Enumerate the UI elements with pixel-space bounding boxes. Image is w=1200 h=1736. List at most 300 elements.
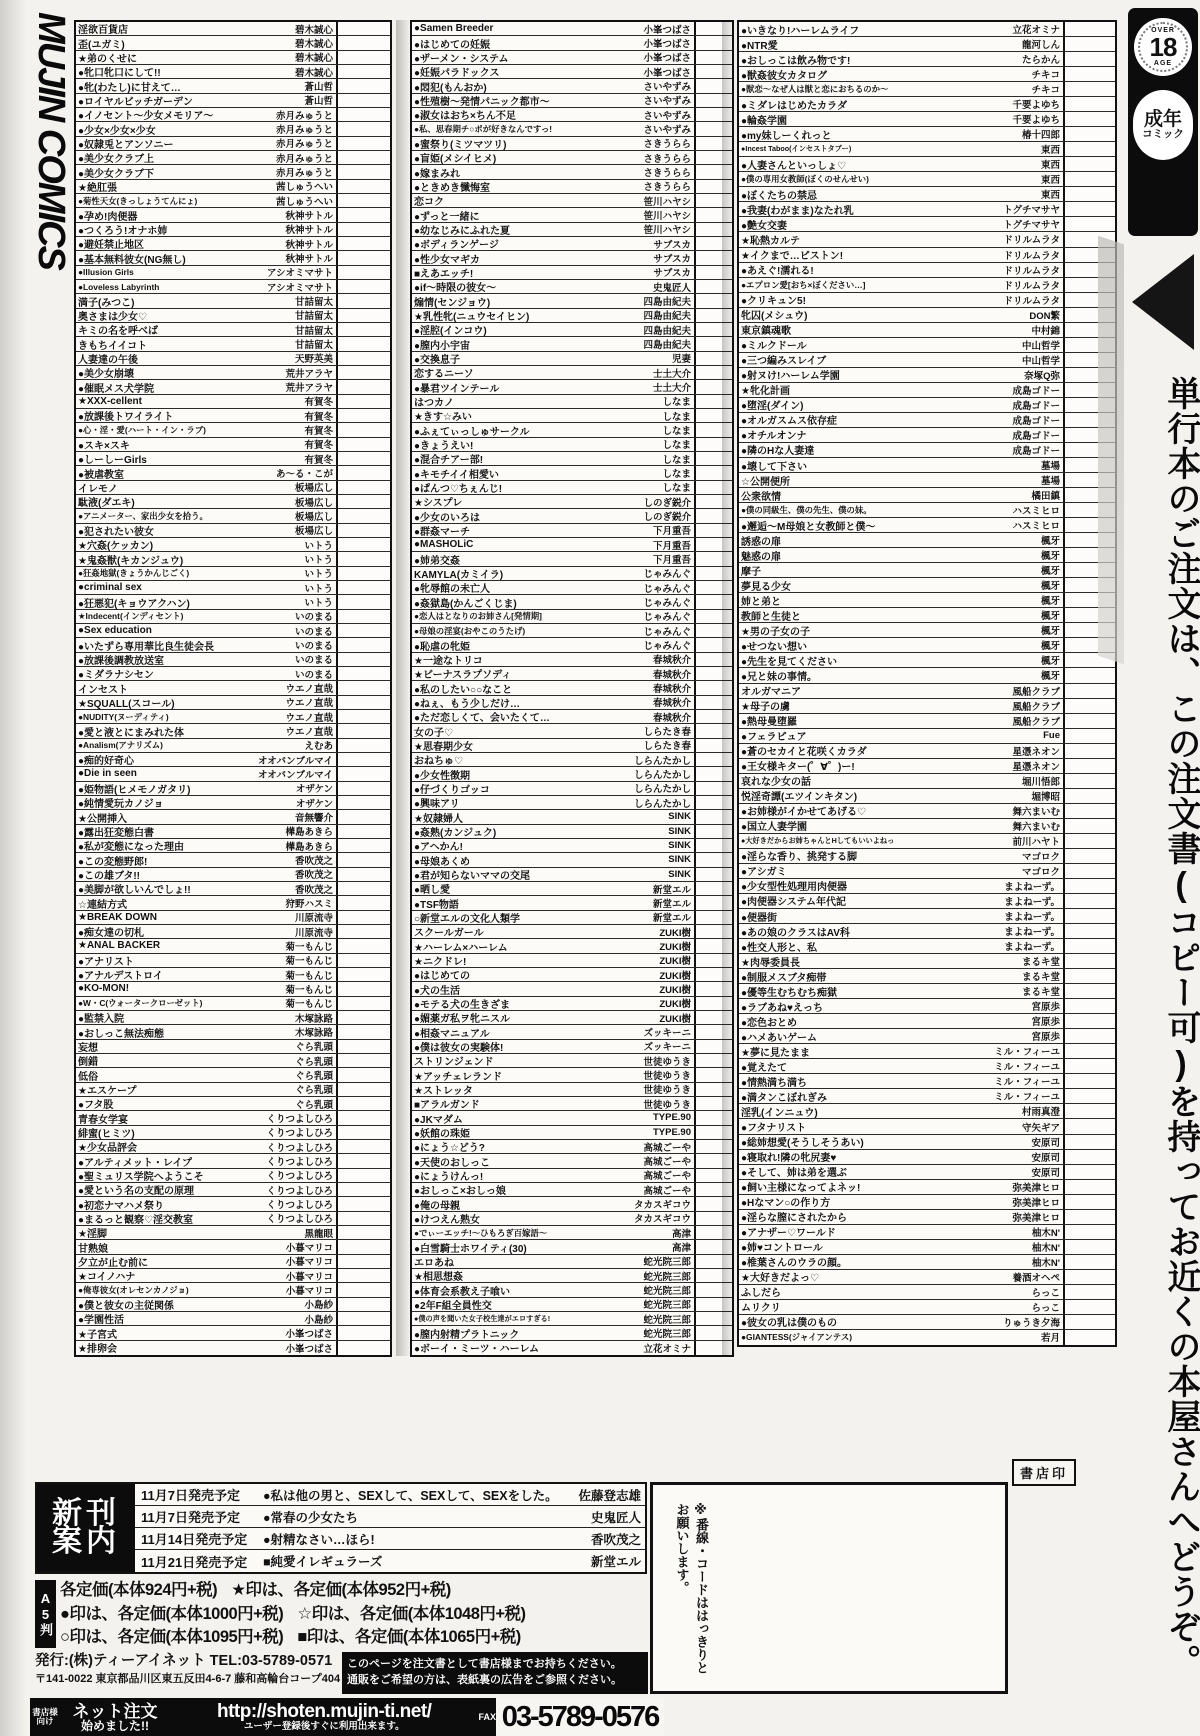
order-quantity-box[interactable] — [694, 1269, 732, 1282]
order-quantity-box[interactable] — [1063, 1225, 1115, 1239]
order-quantity-box[interactable] — [694, 309, 732, 322]
order-quantity-box[interactable] — [1063, 954, 1115, 968]
order-quantity-box[interactable] — [1063, 1300, 1115, 1314]
order-quantity-box[interactable] — [694, 409, 732, 422]
order-quantity-box[interactable] — [694, 724, 732, 737]
table-row — [412, 810, 732, 824]
title-cell: ●堕淫(ダイン) — [741, 401, 804, 413]
order-quantity-box[interactable] — [1063, 819, 1115, 833]
table-row — [76, 925, 390, 939]
order-quantity-box[interactable] — [694, 1126, 732, 1139]
order-quantity-box[interactable] — [694, 810, 732, 823]
order-quantity-box[interactable] — [1063, 1074, 1115, 1088]
age-label: AGE — [1153, 60, 1173, 67]
order-quantity-box[interactable] — [336, 1040, 390, 1053]
order-quantity-box[interactable] — [336, 1341, 390, 1355]
order-quantity-box[interactable] — [1063, 187, 1115, 201]
order-quantity-box[interactable] — [336, 495, 390, 508]
order-quantity-box[interactable] — [336, 438, 390, 451]
order-quantity-box[interactable] — [336, 1283, 390, 1296]
order-quantity-box[interactable] — [1063, 924, 1115, 938]
order-quantity-box[interactable] — [336, 151, 390, 164]
table-row — [76, 1140, 390, 1154]
title-cell: ●W・C(ウォータークローゼット) — [78, 998, 203, 1009]
title-cell: ●基本無料彼女(NG無し) — [78, 254, 186, 266]
author-cell: 高津 — [671, 1243, 691, 1254]
order-quantity-box[interactable] — [1063, 668, 1115, 682]
order-quantity-box[interactable] — [1063, 1195, 1115, 1209]
order-quantity-box[interactable] — [1063, 1210, 1115, 1224]
order-quantity-box[interactable] — [694, 954, 732, 967]
order-quantity-box[interactable] — [336, 294, 390, 307]
order-quantity-box[interactable] — [336, 624, 390, 637]
order-quantity-box[interactable] — [336, 552, 390, 565]
order-quantity-box[interactable] — [694, 767, 732, 780]
order-quantity-box[interactable] — [694, 165, 732, 178]
order-quantity-box[interactable] — [694, 882, 732, 895]
order-quantity-box[interactable] — [694, 638, 732, 651]
order-quantity-box[interactable] — [694, 681, 732, 694]
order-quantity-box[interactable] — [336, 968, 390, 981]
order-quantity-box[interactable] — [694, 968, 732, 981]
order-quantity-box[interactable] — [1063, 1059, 1115, 1073]
order-quantity-box[interactable] — [694, 65, 732, 78]
order-quantity-box[interactable] — [1063, 1029, 1115, 1043]
order-quantity-box[interactable] — [336, 1240, 390, 1253]
order-quantity-box[interactable] — [336, 352, 390, 365]
order-quantity-box[interactable] — [694, 1197, 732, 1210]
author-cell: ぐら乳頭 — [294, 1056, 333, 1068]
author-cell: 小島紗 — [304, 1300, 333, 1312]
order-quantity-box[interactable] — [694, 395, 732, 408]
order-quantity-box[interactable] — [694, 567, 732, 580]
order-quantity-box[interactable] — [336, 710, 390, 723]
order-quantity-box[interactable] — [1063, 37, 1115, 51]
order-quantity-box[interactable] — [694, 352, 732, 365]
title-cell: ●NUDITY(ヌーディティ) — [78, 711, 169, 722]
order-quantity-box[interactable] — [336, 638, 390, 651]
order-quantity-box[interactable] — [694, 796, 732, 809]
author-cell: くりつよしひろ — [266, 1185, 333, 1197]
order-quantity-box[interactable] — [694, 366, 732, 379]
order-quantity-box[interactable] — [694, 108, 732, 121]
title-cell: ●ふぇてぃっしゅサークル — [414, 426, 530, 438]
order-quantity-box[interactable] — [336, 1255, 390, 1268]
order-quantity-box[interactable] — [336, 954, 390, 967]
order-quantity-box[interactable] — [694, 739, 732, 752]
order-quantity-box[interactable] — [1063, 804, 1115, 818]
order-quantity-box[interactable] — [694, 1040, 732, 1053]
order-quantity-box[interactable] — [336, 309, 390, 322]
order-quantity-box[interactable] — [336, 366, 390, 379]
order-quantity-box[interactable] — [694, 552, 732, 565]
order-quantity-box[interactable] — [694, 1140, 732, 1153]
order-quantity-box[interactable] — [1063, 879, 1115, 893]
order-quantity-box[interactable] — [336, 581, 390, 594]
order-quantity-box[interactable] — [336, 853, 390, 866]
order-quantity-box[interactable] — [1063, 172, 1115, 186]
order-quantity-box[interactable] — [694, 653, 732, 666]
order-quantity-box[interactable] — [336, 882, 390, 895]
order-quantity-box[interactable] — [694, 36, 732, 49]
order-quantity-box[interactable] — [1063, 864, 1115, 878]
order-quantity-box[interactable] — [336, 94, 390, 107]
order-quantity-box[interactable] — [336, 1326, 390, 1339]
order-quantity-box[interactable] — [694, 868, 732, 881]
order-quantity-box[interactable] — [694, 122, 732, 135]
title-cell: ★ストレッタ — [414, 1085, 473, 1097]
author-cell: 川原流寺 — [294, 927, 333, 939]
order-quantity-box[interactable] — [336, 452, 390, 465]
order-quantity-box[interactable] — [336, 810, 390, 823]
order-quantity-box[interactable] — [336, 22, 390, 35]
title-cell: 悦淫奇譚(エツインキタン) — [741, 792, 858, 804]
order-quantity-box[interactable] — [1063, 97, 1115, 111]
order-quantity-box[interactable] — [336, 337, 390, 350]
order-quantity-box[interactable] — [694, 151, 732, 164]
order-quantity-box[interactable] — [336, 610, 390, 623]
order-quantity-box[interactable] — [336, 1140, 390, 1153]
order-quantity-box[interactable] — [694, 939, 732, 952]
order-quantity-box[interactable] — [694, 839, 732, 852]
order-quantity-box[interactable] — [336, 51, 390, 64]
author-cell: しらんたかし — [633, 798, 691, 810]
order-quantity-box[interactable] — [694, 667, 732, 680]
order-quantity-box[interactable] — [694, 1111, 732, 1124]
order-quantity-box[interactable] — [336, 208, 390, 221]
order-quantity-box[interactable] — [336, 524, 390, 537]
order-quantity-box[interactable] — [694, 1011, 732, 1024]
title-cell: ☆連結方式 — [78, 899, 127, 911]
author-cell: 楓牙 — [1040, 656, 1060, 668]
order-quantity-box[interactable] — [694, 495, 732, 508]
order-quantity-box[interactable] — [1063, 849, 1115, 863]
order-quantity-box[interactable] — [694, 180, 732, 193]
order-quantity-box[interactable] — [336, 1226, 390, 1239]
order-quantity-box[interactable] — [1063, 834, 1115, 848]
order-quantity-box[interactable] — [1063, 1044, 1115, 1058]
order-quantity-box[interactable] — [336, 739, 390, 752]
order-quantity-box[interactable] — [336, 868, 390, 881]
order-quantity-box[interactable] — [694, 1025, 732, 1038]
table-row — [76, 1326, 390, 1340]
author-cell: 世徒ゆうき — [643, 1085, 691, 1097]
order-quantity-box[interactable] — [336, 767, 390, 780]
order-quantity-box[interactable] — [1063, 1014, 1115, 1028]
order-quantity-box[interactable] — [336, 825, 390, 838]
author-cell: 小暮マリコ — [285, 1243, 333, 1254]
table-row — [76, 509, 390, 523]
order-quantity-box[interactable] — [336, 1025, 390, 1038]
order-quantity-box[interactable] — [336, 724, 390, 737]
author-cell: ウエノ直哉 — [285, 712, 333, 724]
order-quantity-box[interactable] — [694, 223, 732, 236]
author-cell: 高津 — [671, 1228, 691, 1240]
order-quantity-box[interactable] — [694, 1326, 732, 1339]
order-quantity-box[interactable] — [694, 51, 732, 64]
order-quantity-box[interactable] — [336, 939, 390, 952]
order-quantity-box[interactable] — [336, 1298, 390, 1311]
order-quantity-box[interactable] — [694, 753, 732, 766]
order-quantity-box[interactable] — [694, 1226, 732, 1239]
order-quantity-box[interactable] — [694, 237, 732, 250]
order-quantity-box[interactable] — [1063, 789, 1115, 803]
order-quantity-box[interactable] — [694, 696, 732, 709]
order-quantity-box[interactable] — [694, 438, 732, 451]
order-quantity-box[interactable] — [1063, 909, 1115, 923]
order-quantity-box[interactable] — [1063, 1104, 1115, 1118]
title-cell: ●混合チアー部! — [414, 455, 484, 467]
order-quantity-box[interactable] — [336, 1197, 390, 1210]
order-quantity-box[interactable] — [336, 108, 390, 121]
order-quantity-box[interactable] — [336, 1269, 390, 1282]
table-row — [412, 1255, 732, 1269]
order-quantity-box[interactable] — [694, 251, 732, 264]
table-row — [412, 1197, 732, 1211]
order-quantity-box[interactable] — [694, 323, 732, 336]
order-quantity-box[interactable] — [694, 524, 732, 537]
order-quantity-box[interactable] — [336, 323, 390, 336]
table-row — [412, 466, 732, 480]
table-row — [76, 939, 390, 953]
order-quantity-box[interactable] — [336, 395, 390, 408]
order-quantity-box[interactable] — [336, 896, 390, 909]
order-quantity-box[interactable] — [1063, 1119, 1115, 1133]
order-quantity-box[interactable] — [336, 595, 390, 608]
order-quantity-box[interactable] — [336, 753, 390, 766]
order-quantity-box[interactable] — [694, 481, 732, 494]
order-quantity-box[interactable] — [694, 208, 732, 221]
order-quantity-box[interactable] — [1063, 1150, 1115, 1164]
order-quantity-box[interactable] — [336, 839, 390, 852]
author-cell: 若月 — [1040, 1333, 1060, 1345]
author-cell: ミル・フィーユ — [994, 1047, 1060, 1059]
order-quantity-box[interactable] — [336, 1212, 390, 1225]
order-quantity-box[interactable] — [336, 997, 390, 1010]
order-quantity-box[interactable] — [694, 1283, 732, 1296]
order-quantity-box[interactable] — [1063, 984, 1115, 998]
order-quantity-box[interactable] — [1063, 744, 1115, 758]
order-quantity-box[interactable] — [694, 466, 732, 479]
order-quantity-box[interactable] — [336, 782, 390, 795]
order-quantity-box[interactable] — [1063, 1330, 1115, 1345]
order-quantity-box[interactable] — [336, 925, 390, 938]
order-quantity-box[interactable] — [694, 22, 732, 35]
order-quantity-box[interactable] — [336, 251, 390, 264]
table-row — [739, 97, 1115, 112]
order-quantity-box[interactable] — [694, 1298, 732, 1311]
order-quantity-box[interactable] — [694, 610, 732, 623]
author-cell: 碧木誠心 — [294, 24, 333, 36]
order-quantity-box[interactable] — [336, 223, 390, 236]
order-quantity-box[interactable] — [336, 1083, 390, 1096]
order-quantity-box[interactable] — [336, 137, 390, 150]
order-quantity-box[interactable] — [694, 997, 732, 1010]
order-quantity-box[interactable] — [1063, 127, 1115, 141]
order-quantity-box[interactable] — [1063, 142, 1115, 156]
order-quantity-box[interactable] — [694, 1183, 732, 1196]
order-quantity-box[interactable] — [336, 982, 390, 995]
order-quantity-box[interactable] — [694, 1054, 732, 1067]
order-quantity-box[interactable] — [1063, 1165, 1115, 1179]
order-quantity-box[interactable] — [336, 65, 390, 78]
order-quantity-box[interactable] — [1063, 999, 1115, 1013]
order-quantity-box[interactable] — [1063, 714, 1115, 728]
order-quantity-box[interactable] — [694, 452, 732, 465]
order-quantity-box[interactable] — [336, 1111, 390, 1124]
order-quantity-box[interactable] — [336, 1183, 390, 1196]
order-quantity-box[interactable] — [336, 237, 390, 250]
order-quantity-box[interactable] — [1063, 759, 1115, 773]
table-row — [76, 51, 390, 65]
order-quantity-box[interactable] — [336, 466, 390, 479]
title-cell: ●ミダラナシセン — [78, 670, 154, 682]
order-quantity-box[interactable] — [694, 280, 732, 293]
order-quantity-box[interactable] — [336, 667, 390, 680]
table-row — [76, 524, 390, 538]
order-quantity-box[interactable] — [1063, 112, 1115, 126]
order-quantity-box[interactable] — [336, 696, 390, 709]
order-quantity-box[interactable] — [336, 681, 390, 694]
order-quantity-box[interactable] — [336, 180, 390, 193]
order-quantity-box[interactable] — [336, 567, 390, 580]
order-quantity-box[interactable] — [336, 1126, 390, 1139]
order-quantity-box[interactable] — [1063, 1240, 1115, 1254]
order-quantity-box[interactable] — [694, 509, 732, 522]
order-quantity-box[interactable] — [1063, 1315, 1115, 1329]
order-quantity-box[interactable] — [1063, 157, 1115, 171]
order-quantity-box[interactable] — [336, 79, 390, 92]
order-quantity-box[interactable] — [1063, 969, 1115, 983]
table-row — [739, 1315, 1115, 1330]
stamp-note: ※番線・コードははっきりとお願いします。 — [674, 1503, 709, 1674]
table-row — [739, 864, 1115, 879]
order-quantity-box[interactable] — [336, 266, 390, 279]
order-quantity-box[interactable] — [1063, 22, 1115, 36]
order-quantity-box[interactable] — [336, 1312, 390, 1325]
order-quantity-box[interactable] — [694, 1341, 732, 1355]
title-cell: ●痴的好奇心 — [78, 756, 135, 768]
order-quantity-box[interactable] — [336, 194, 390, 207]
order-quantity-box[interactable] — [694, 581, 732, 594]
shop-order-url[interactable]: http://shoten.mujin-ti.net/ ユーザー登録後すぐに利用出来ます。 — [217, 1701, 432, 1732]
order-quantity-box[interactable] — [336, 509, 390, 522]
order-quantity-box[interactable] — [694, 137, 732, 150]
order-quantity-box[interactable] — [336, 280, 390, 293]
title-cell: ●ミルクドール — [741, 341, 807, 353]
order-quantity-box[interactable] — [336, 1097, 390, 1110]
order-quantity-box[interactable] — [336, 1068, 390, 1081]
order-quantity-box[interactable] — [1063, 202, 1115, 216]
order-quantity-box[interactable] — [336, 165, 390, 178]
order-quantity-box[interactable] — [336, 481, 390, 494]
order-quantity-box[interactable] — [694, 896, 732, 909]
order-quantity-box[interactable] — [694, 1083, 732, 1096]
title-cell: キミの名を呼べば — [78, 326, 158, 338]
table-row — [412, 65, 732, 79]
author-cell: 四島由紀夫 — [643, 311, 691, 323]
order-quantity-box[interactable] — [1063, 1180, 1115, 1194]
order-quantity-box[interactable] — [1063, 1270, 1115, 1284]
order-quantity-box[interactable] — [694, 911, 732, 924]
order-quantity-box[interactable] — [1063, 699, 1115, 713]
author-cell: ウエノ直哉 — [285, 684, 333, 695]
title-cell: ●我妻(わがまま)なたれ乳 — [741, 205, 854, 217]
order-quantity-box[interactable] — [694, 79, 732, 92]
title-cell: ●イノセント〜少女メモリア〜 — [78, 111, 214, 123]
order-quantity-box[interactable] — [336, 1169, 390, 1182]
order-quantity-box[interactable] — [694, 982, 732, 995]
order-quantity-box[interactable] — [1063, 774, 1115, 788]
order-quantity-box[interactable] — [336, 423, 390, 436]
order-quantity-box[interactable] — [336, 380, 390, 393]
order-quantity-box[interactable] — [694, 423, 732, 436]
order-quantity-box[interactable] — [336, 122, 390, 135]
order-quantity-box[interactable] — [694, 782, 732, 795]
order-quantity-box[interactable] — [694, 1255, 732, 1268]
order-quantity-box[interactable] — [694, 710, 732, 723]
order-quantity-box[interactable] — [336, 911, 390, 924]
order-quantity-box[interactable] — [1063, 939, 1115, 953]
order-quantity-box[interactable] — [694, 337, 732, 350]
order-quantity-box[interactable] — [1063, 1135, 1115, 1149]
order-quantity-box[interactable] — [694, 380, 732, 393]
order-quantity-box[interactable] — [694, 1312, 732, 1325]
order-quantity-box[interactable] — [694, 94, 732, 107]
order-quantity-box[interactable] — [694, 624, 732, 637]
order-quantity-box[interactable] — [694, 1169, 732, 1182]
table-row — [76, 1183, 390, 1197]
order-quantity-box[interactable] — [336, 653, 390, 666]
order-quantity-box[interactable] — [694, 1212, 732, 1225]
order-quantity-box[interactable] — [336, 409, 390, 422]
order-quantity-box[interactable] — [1063, 67, 1115, 81]
order-quantity-box[interactable] — [1063, 729, 1115, 743]
order-quantity-box[interactable] — [694, 853, 732, 866]
order-quantity-box[interactable] — [694, 1240, 732, 1253]
order-quantity-box[interactable] — [694, 1068, 732, 1081]
order-quantity-box[interactable] — [1063, 894, 1115, 908]
order-quantity-box[interactable] — [694, 294, 732, 307]
order-quantity-box[interactable] — [694, 1097, 732, 1110]
title-cell: ●おしっこは飲み物です! — [741, 55, 851, 67]
order-quantity-box[interactable] — [1063, 1285, 1115, 1299]
order-quantity-box[interactable] — [336, 796, 390, 809]
order-quantity-box[interactable] — [1063, 684, 1115, 698]
bookstore-stamp-box[interactable] — [650, 1482, 1008, 1694]
order-quantity-box[interactable] — [1063, 1089, 1115, 1103]
order-quantity-box[interactable] — [694, 825, 732, 838]
order-quantity-box[interactable] — [694, 1154, 732, 1167]
table-row — [739, 1014, 1115, 1029]
order-quantity-box[interactable] — [336, 1011, 390, 1024]
order-quantity-box[interactable] — [694, 925, 732, 938]
order-quantity-box[interactable] — [694, 595, 732, 608]
order-quantity-box[interactable] — [1063, 217, 1115, 231]
order-quantity-box[interactable] — [336, 1154, 390, 1167]
order-quantity-box[interactable] — [694, 194, 732, 207]
order-quantity-box[interactable] — [1063, 52, 1115, 66]
order-quantity-box[interactable] — [694, 266, 732, 279]
order-quantity-box[interactable] — [1063, 82, 1115, 96]
order-quantity-box[interactable] — [336, 36, 390, 49]
order-quantity-box[interactable] — [1063, 1255, 1115, 1269]
order-quantity-box[interactable] — [336, 538, 390, 551]
order-quantity-box[interactable] — [336, 1054, 390, 1067]
order-quantity-box[interactable] — [694, 538, 732, 551]
author-cell: いトう — [304, 598, 333, 609]
table-row — [739, 939, 1115, 954]
